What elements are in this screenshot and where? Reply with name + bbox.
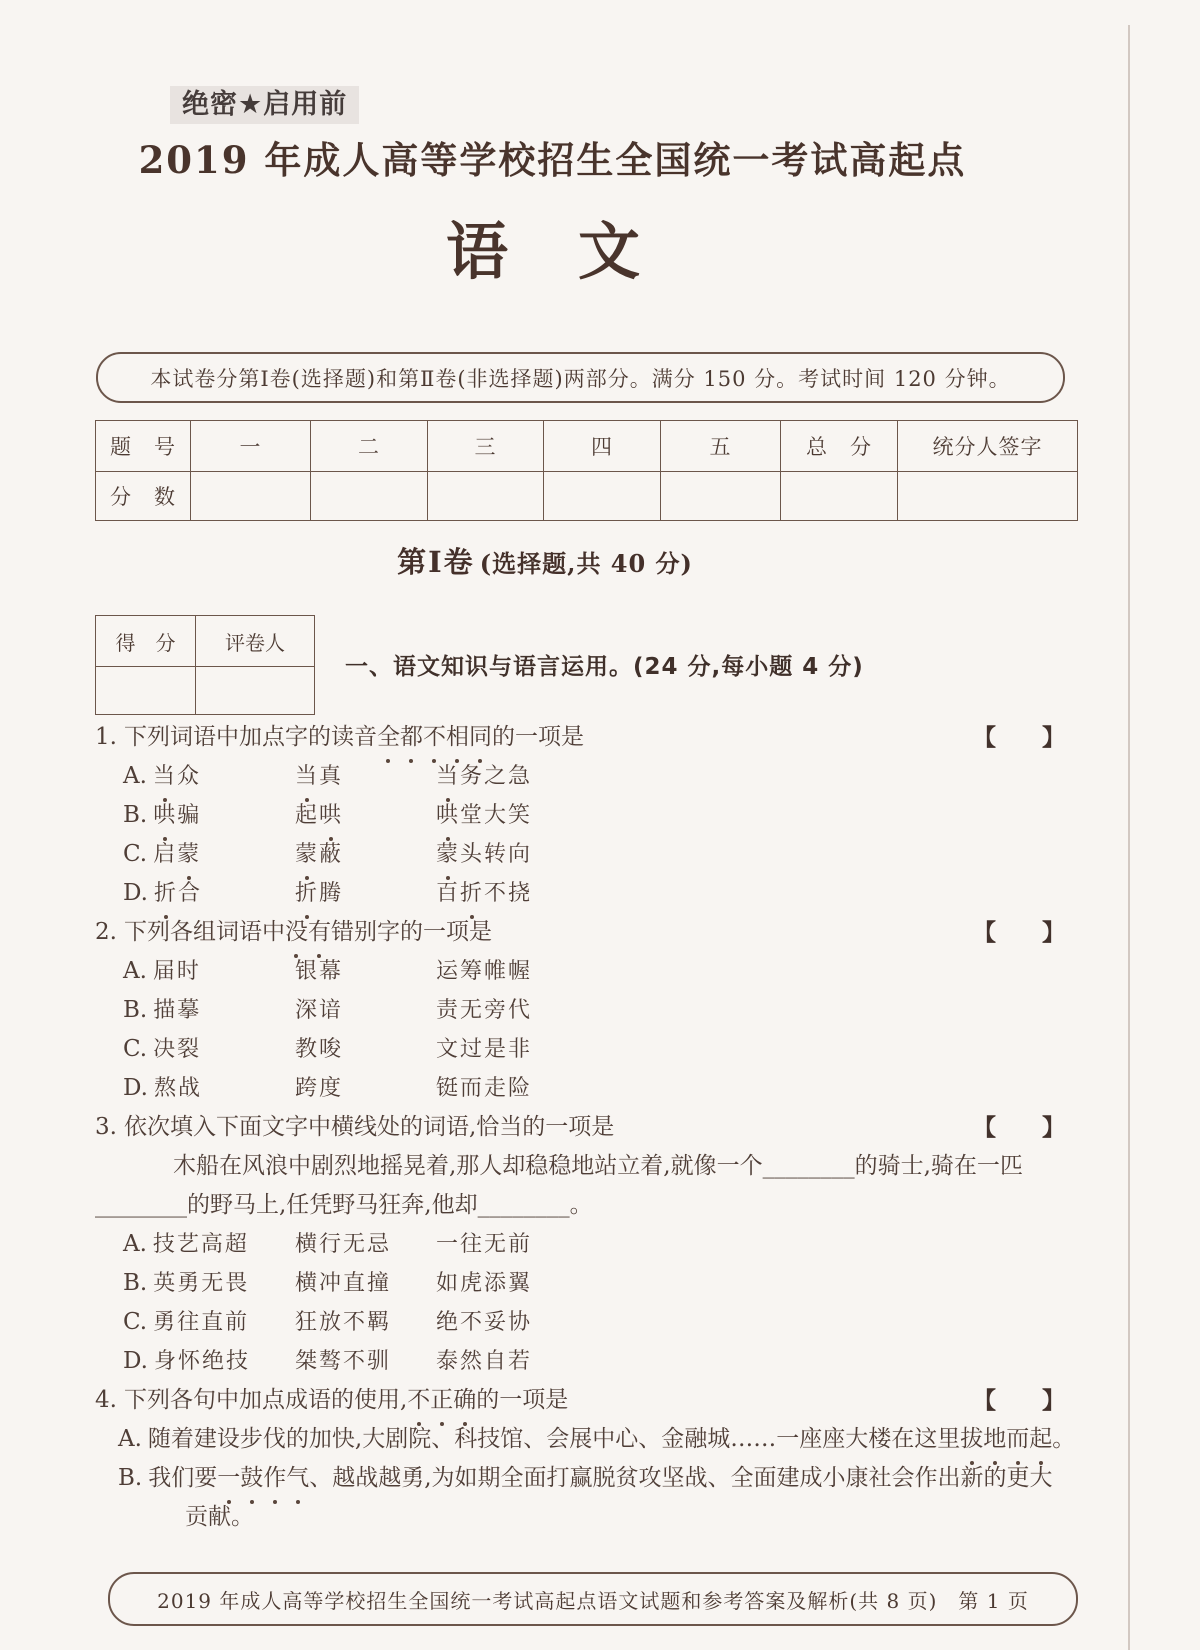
option-word: 折腾 xyxy=(295,874,436,913)
questions-area xyxy=(95,718,1107,1537)
scan-edge-line xyxy=(1128,25,1130,1650)
question-4-stem xyxy=(95,1381,1107,1420)
emphasis-dot-char: 当 xyxy=(436,757,460,796)
option-label: B. xyxy=(123,802,148,828)
option-label: A. xyxy=(123,1231,147,1257)
option-row xyxy=(95,757,1107,796)
option-row xyxy=(95,1264,1107,1303)
option-word: 蒙头转向 xyxy=(436,835,1107,874)
answer-bracket: 【 】 xyxy=(973,724,1065,751)
score-row-label: 分 数 xyxy=(96,472,191,521)
emphasis-dot-char: 正 xyxy=(430,1381,453,1420)
score-label: 得 分 xyxy=(96,616,196,667)
emphasis-dot-char: 拔 xyxy=(960,1420,983,1459)
option-label: A. xyxy=(123,763,147,789)
option-word: 当众 xyxy=(153,764,201,789)
option-row xyxy=(95,874,1107,913)
score-cell-empty xyxy=(781,472,898,521)
option-word: 教唆 xyxy=(295,1037,344,1062)
emphasis-dot-char: 气 xyxy=(286,1459,309,1498)
option-word: 如虎添翼 xyxy=(436,1271,533,1296)
option-label: B. xyxy=(123,997,148,1023)
emphasis-dot-char: 而 xyxy=(1006,1420,1029,1459)
question-2-stem xyxy=(95,913,1107,952)
option-word: 启蒙 xyxy=(153,842,201,867)
option-word: 银幕 xyxy=(295,959,344,984)
emphasis-dot-char: 当 xyxy=(295,757,319,796)
grader-label: 评卷人 xyxy=(196,616,315,667)
table-row xyxy=(96,421,1078,472)
option-word: 跨度 xyxy=(295,1076,344,1101)
score-cell-empty xyxy=(196,667,315,715)
question-stem-text: 下列各句中加点成语的使用,不正确的一项是 xyxy=(124,1387,568,1413)
emphasis-dot-char: 作 xyxy=(263,1459,286,1498)
emphasis-dot-char: 起 xyxy=(1029,1420,1052,1459)
emphasis-dot-char: 没 xyxy=(285,913,308,952)
option-label: B. xyxy=(123,1270,148,1296)
score-cell-empty xyxy=(96,667,196,715)
option-row xyxy=(95,952,1107,991)
column-header: 一 xyxy=(191,421,311,472)
emphasis-dot-char: 蒙 xyxy=(295,835,319,874)
emphasis-dot-char: 鼓 xyxy=(240,1459,263,1498)
option-sentence xyxy=(95,1459,1107,1498)
option-row xyxy=(95,1069,1107,1108)
option-word: 决裂 xyxy=(153,1037,202,1062)
option-word: 责无旁代 xyxy=(436,998,533,1023)
part1-title: 第Ⅰ卷 xyxy=(397,545,475,579)
exam-title: 2019 年成人高等学校招生全国统一考试高起点 xyxy=(138,138,967,182)
question-stem-text: 下列词语中加点字的读音全都不相同的一项是 xyxy=(124,724,584,750)
option-word: 百折不挠 xyxy=(436,874,1107,913)
emphasis-dot-char: 当 xyxy=(153,757,177,796)
option-word: 横冲直撞 xyxy=(295,1271,392,1296)
option-row xyxy=(95,991,1107,1030)
option-word: 深谙 xyxy=(295,998,344,1023)
option-word: 起哄 xyxy=(295,796,436,835)
option-word: 折合 xyxy=(154,881,202,906)
question-number: 2. xyxy=(95,919,117,945)
option-row xyxy=(95,1225,1107,1264)
answer-bracket: 【 】 xyxy=(973,919,1065,946)
option-word: 绝不妥协 xyxy=(436,1310,533,1335)
column-header: 四 xyxy=(544,421,661,472)
option-word: 描摹 xyxy=(153,998,202,1023)
option-word: 桀骜不驯 xyxy=(295,1349,392,1374)
emphasis-dot-char: 不 xyxy=(407,1381,430,1420)
option-row xyxy=(95,796,1107,835)
option-row xyxy=(95,1342,1107,1381)
column-header: 三 xyxy=(428,421,544,472)
option-word: 横行无忌 xyxy=(295,1232,392,1257)
score-cell-empty xyxy=(661,472,781,521)
score-cell-empty xyxy=(191,472,311,521)
option-row xyxy=(95,1303,1107,1342)
score-cell-empty xyxy=(428,472,544,521)
score-cell-empty xyxy=(898,472,1078,521)
emphasis-dot-char: 都 xyxy=(400,718,423,757)
option-label: A. xyxy=(123,958,147,984)
page-footer xyxy=(108,1572,1078,1626)
option-label: A. xyxy=(118,1426,142,1452)
option-word: 狂放不羁 xyxy=(295,1310,392,1335)
option-label: D. xyxy=(123,880,148,906)
notice-text: 本试卷分第Ⅰ卷(选择题)和第Ⅱ卷(非选择题)两部分。满分 150 分。考试时间 120 分钟。 xyxy=(150,366,1011,391)
question-number-label: 题 号 xyxy=(96,421,191,472)
question-stem-text: 依次填入下面文字中横线处的词语,恰当的一项是 xyxy=(123,1114,615,1140)
emphasis-dot-char: 确 xyxy=(453,1381,476,1420)
notice-box xyxy=(96,352,1065,403)
part1-subtitle: (选择题,共 40 分) xyxy=(479,549,693,578)
emphasis-dot-char: 一 xyxy=(217,1459,240,1498)
column-header: 二 xyxy=(311,421,428,472)
emphasis-dot-char: 哄 xyxy=(153,796,177,835)
option-word: 运筹帷幄 xyxy=(436,959,533,984)
column-header: 总 分 xyxy=(781,421,898,472)
passage-line: ________的野马上,任凭野马狂奔,他却________。 xyxy=(95,1192,593,1218)
emphasis-dot-char: 蒙 xyxy=(436,835,460,874)
emphasis-dot-char: 有 xyxy=(308,913,331,952)
option-label: C. xyxy=(123,1309,148,1335)
emphasis-dot-char: 不 xyxy=(423,718,446,757)
emphasis-dot-char: 全 xyxy=(377,718,400,757)
emphasis-dot-char: 折 xyxy=(460,874,484,913)
emphasis-dot-char: 折 xyxy=(295,874,319,913)
option-word: 铤而走险 xyxy=(436,1076,533,1101)
emphasis-dot-char: 哄 xyxy=(319,796,343,835)
emphasis-dot-char: 同 xyxy=(469,718,492,757)
option-word: 哄堂大笑 xyxy=(436,796,1107,835)
emphasis-dot-char: 折 xyxy=(154,874,178,913)
table-row xyxy=(96,616,315,667)
option-sentence-continuation: 贡献。 xyxy=(185,1504,254,1530)
column-header: 五 xyxy=(661,421,781,472)
option-word: 一往无前 xyxy=(436,1232,533,1257)
option-label: D. xyxy=(123,1348,148,1374)
question-3-stem xyxy=(95,1108,1107,1147)
option-text: 我们要一鼓作气、越战越勇,为如期全面打赢脱贫攻坚战、全面建成小康社会作出新的更大 xyxy=(148,1465,1052,1491)
option-row xyxy=(95,835,1107,874)
passage-line: 木船在风浪中剧烈地摇晃着,那人却稳稳地站立着,就像一个________的骑士,骑在一匹 xyxy=(173,1153,1023,1179)
option-word: 身怀绝技 xyxy=(153,1349,250,1374)
option-label: D. xyxy=(123,1075,148,1101)
question-number: 3. xyxy=(95,1114,117,1140)
option-row xyxy=(95,1030,1107,1069)
option-label: B. xyxy=(118,1465,143,1491)
footer-text: 2019 年成人高等学校招生全国统一考试高起点语文试题和参考答案及解析(共 8 页) 第 1 页 xyxy=(157,1588,1029,1613)
score-cell-empty xyxy=(544,472,661,521)
answer-bracket: 【 】 xyxy=(973,1387,1065,1414)
table-row xyxy=(96,667,315,715)
score-summary-table xyxy=(95,420,1078,521)
option-label: C. xyxy=(123,1036,148,1062)
emphasis-dot-char: 蒙 xyxy=(177,835,201,874)
option-word: 蒙蔽 xyxy=(295,835,436,874)
answer-bracket: 【 】 xyxy=(973,1114,1065,1141)
part1-heading xyxy=(0,540,1090,581)
option-word: 熬战 xyxy=(153,1076,202,1101)
question-stem-text: 下列各组词语中没有错别字的一项是 xyxy=(124,919,492,945)
option-text: 随着建设步伐的加快,大剧院、科技馆、会展中心、金融城……一座座大楼在这里拔地而起。 xyxy=(148,1426,1075,1452)
question-number: 4. xyxy=(95,1387,117,1413)
grader-score-box xyxy=(95,615,315,715)
top-secret-badge: 绝密★启用前 xyxy=(170,86,359,124)
question-number: 1. xyxy=(95,724,117,750)
emphasis-dot-char: 地 xyxy=(983,1420,1006,1459)
score-cell-empty xyxy=(311,472,428,521)
section1-heading: 一、语文知识与语言运用。(24 分,每小题 4 分) xyxy=(345,654,864,680)
option-word: 哄骗 xyxy=(153,803,201,828)
option-label: C. xyxy=(123,841,148,867)
option-sentence xyxy=(95,1420,1107,1459)
column-header: 统分人签字 xyxy=(898,421,1078,472)
option-word: 泰然自若 xyxy=(436,1349,533,1374)
option-word: 当务之急 xyxy=(436,757,1107,796)
emphasis-dot-char: 哄 xyxy=(436,796,460,835)
table-row xyxy=(96,472,1078,521)
option-word: 当真 xyxy=(295,757,436,796)
option-word: 技艺高超 xyxy=(152,1232,249,1257)
option-word: 勇往直前 xyxy=(153,1310,250,1335)
emphasis-dot-char: 相 xyxy=(446,718,469,757)
option-word: 英勇无畏 xyxy=(153,1271,250,1296)
option-word: 文过是非 xyxy=(436,1037,533,1062)
question-1-stem xyxy=(95,718,1107,757)
subject-title: 语 文 xyxy=(445,215,644,288)
option-word: 届时 xyxy=(152,959,201,984)
